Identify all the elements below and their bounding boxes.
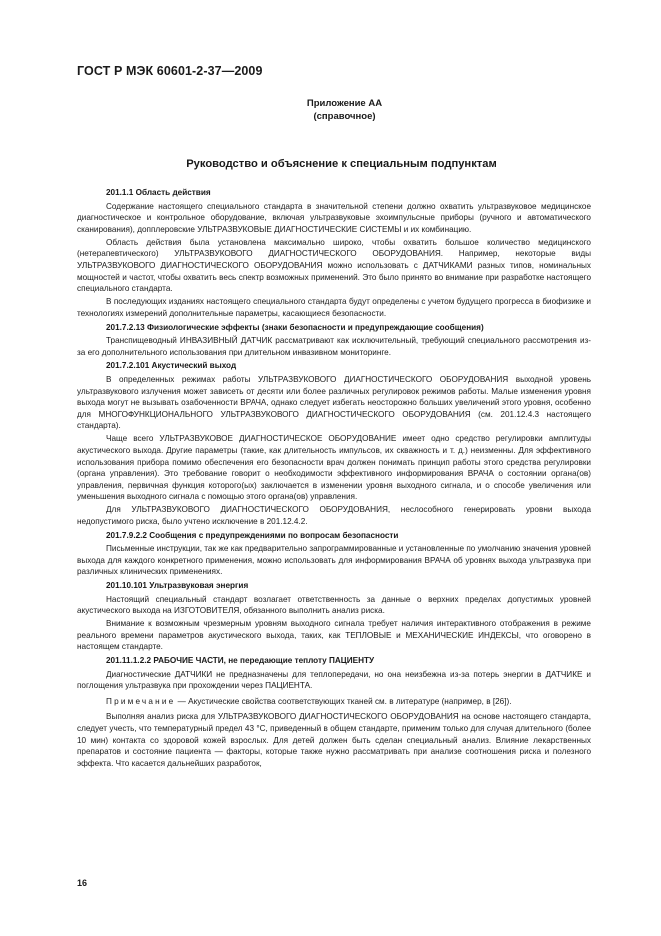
annex-heading bbox=[0, 98, 661, 123]
annex-title: Приложение АА bbox=[306, 98, 383, 109]
subsection-heading: 201.10.101 Ультразвуковая энергия bbox=[106, 581, 249, 590]
paragraph: В определенных режимах работы УЛЬТРАЗВУКОВОГО ДИАГНОСТИЧЕСКОГО ОБОРУДОВАНИЯ выходной уровень ультразвукового излучения может зависеть от десяти или более различных регулировок режимов работы. Малые изменения уровня выхода могут не вызывать озабоченности ВРАЧА, однако следует избегать неосторожно больших увеличений этого уровня, особенно для МНОГОФУНКЦИОНАЛЬНОГО УЛЬТРАЗВУКОВОГО ДИАГНОСТИЧЕСКОГО ОБОРУДОВАНИЯ (см. 201.12.4.3 настоящего стандарта). bbox=[77, 374, 591, 431]
subsection-heading: 201.7.2.13 Физиологические эффекты (знаки безопасности и предупреждающие сообщения) bbox=[106, 322, 484, 332]
paragraph: Транспищеводный ИНВАЗИВНЫЙ ДАТЧИК рассматривают как исключительный, требующий специального рассмотрения из-за его дополнительного использования при длительном инвазивном мониторинге. bbox=[77, 336, 591, 357]
subsection-heading: 201.7.9.2.2 Сообщения с предупреждениями по вопросам безопасности bbox=[106, 530, 399, 540]
paragraph: Письменные инструкции, так же как предварительно запрограммированные и установленные по умолчанию значения уровней выхода для каждого конкретного применения, можно использовать для информирования ВРАЧА об уровнях выхода ультразвука при различных клинических применениях. bbox=[77, 544, 591, 577]
paragraph: Область действия была установлена максимально широко, чтобы охватить большое количество медицинского (нетерапевтического) УЛЬТРАЗВУКОВОГО ДИАГНОСТИЧЕСКОГО ОБОРУДОВАНИЯ. Например, некоторые виды УЛЬТРАЗВУКОВОГО ДИАГНОСТИЧЕСКОГО ОБОРУДОВАНИЯ можно использовать с ДАТЧИКАМИ разных типов, номинальных мощностей и частот, чтобы охватить весь спектр возможных применений. Это было принято во внимание при разработке настоящего специального стандарта. bbox=[77, 237, 591, 294]
paragraph: Внимание к возможным чрезмерным уровням выходного сигнала требует наличия интерактивного отображения в режиме реального времени параметров акустического выхода, таких, как ТЕПЛОВЫЕ и МЕХАНИЧЕСКИЕ ИНДЕКСЫ, что оговорено в настоящем стандарте. bbox=[77, 619, 591, 652]
annex-subtitle: (справочное) bbox=[313, 110, 376, 122]
note-text: — Акустические свойства соответствующих тканей см. в литературе (например, в [26]). bbox=[175, 696, 512, 706]
section-title: Руководство и объяснение к специальным подпунктам bbox=[186, 158, 497, 170]
paragraph: Содержание настоящего специального стандарта в значительной степени должно охватить ультразвуковое медицинское диагностическое и контрольное оборудование, включая ультразвуковые эхоимпульсные приборы (ручного и автоматического сканирования), допплеровские УЛЬТРАЗВУКОВЫЕ ДИАГНОСТИЧЕСКИЕ СИСТЕМЫ и их комбинацию. bbox=[77, 201, 591, 234]
paragraph: Настоящий специальный стандарт возлагает ответственность за данные о верхних пределах допустимых уровней акустического выхода на ИЗГОТОВИТЕЛЯ, обязанного выполнить анализ риска. bbox=[77, 594, 591, 616]
note-label: Примечание bbox=[106, 696, 176, 706]
document-body bbox=[77, 185, 591, 771]
subsection-heading: 201.1.1 Область действия bbox=[106, 188, 211, 197]
subsection-heading: 201.7.2.101 Акустический выход bbox=[106, 361, 237, 371]
subsection-heading: 201.11.1.2.2 РАБОЧИЕ ЧАСТИ, не передающие теплоту ПАЦИЕНТУ bbox=[106, 656, 375, 666]
paragraph: Выполняя анализ риска для УЛЬТРАЗВУКОВОГО ДИАГНОСТИЧЕСКОГО ОБОРУДОВАНИЯ на основе настоящего стандарта, следует учесть, что температурный предел 43 °С, приведенный в общем стандарте, применим только для случая длительного (более 10 мин) контакта со здоровой кожей взрослых. Для детей должен быть сделан специальный анализ. Влияние лекарственных препаратов и состояние пациента — факторы, которые также нужно рассматривать при анализе соотношения риска и полезного эффекта. Что касается дальнейших разработок, bbox=[77, 712, 591, 768]
paragraph: В последующих изданиях настоящего специального стандарта будут определены с учетом будущего прогресса в биофизике и технологиях измерений дополнительные параметры, касающиеся безопасности. bbox=[77, 297, 591, 318]
note bbox=[77, 696, 591, 708]
document-header: ГОСТ Р МЭК 60601-2-37—2009 bbox=[77, 64, 263, 78]
paragraph: Для УЛЬТРАЗВУКОВОГО ДИАГНОСТИЧЕСКОГО ОБОРУДОВАНИЯ, неслособного генерировать уровни выхода недопустимого риска, было учтено исключение в 201.12.4.2. bbox=[77, 505, 591, 527]
page-number: 16 bbox=[77, 878, 88, 888]
paragraph: Чаще всего УЛЬТРАЗВУКОВОЕ ДИАГНОСТИЧЕСКОЕ ОБОРУДОВАНИЕ имеет одно средство регулировки амплитуды акустического выхода. Другие параметры (такие, как длительность импульсов, их скважность и т. д.) неизменны. Для эффективного использования прибора помимо обеспечения его безопасности врач должен понимать принцип работы этого средства регулировки (органа управления). Это требование говорит о необходимости эффективного информирования ВРАЧА о состоянии органа(ов) управления, первичная функция которого(ых) заключается в изменении уровня выходного сигнала, и о способе увеличения или уменьшения выходного сигнала с помощью этого органа(ов) управления. bbox=[77, 434, 591, 502]
paragraph: Диагностические ДАТЧИКИ не предназначены для теплопередачи, но она неизбежна из-за потерь энергии в ДАТЧИКЕ и поглощения ультразвука при прохождении через ПАЦИЕНТА. bbox=[77, 669, 591, 691]
